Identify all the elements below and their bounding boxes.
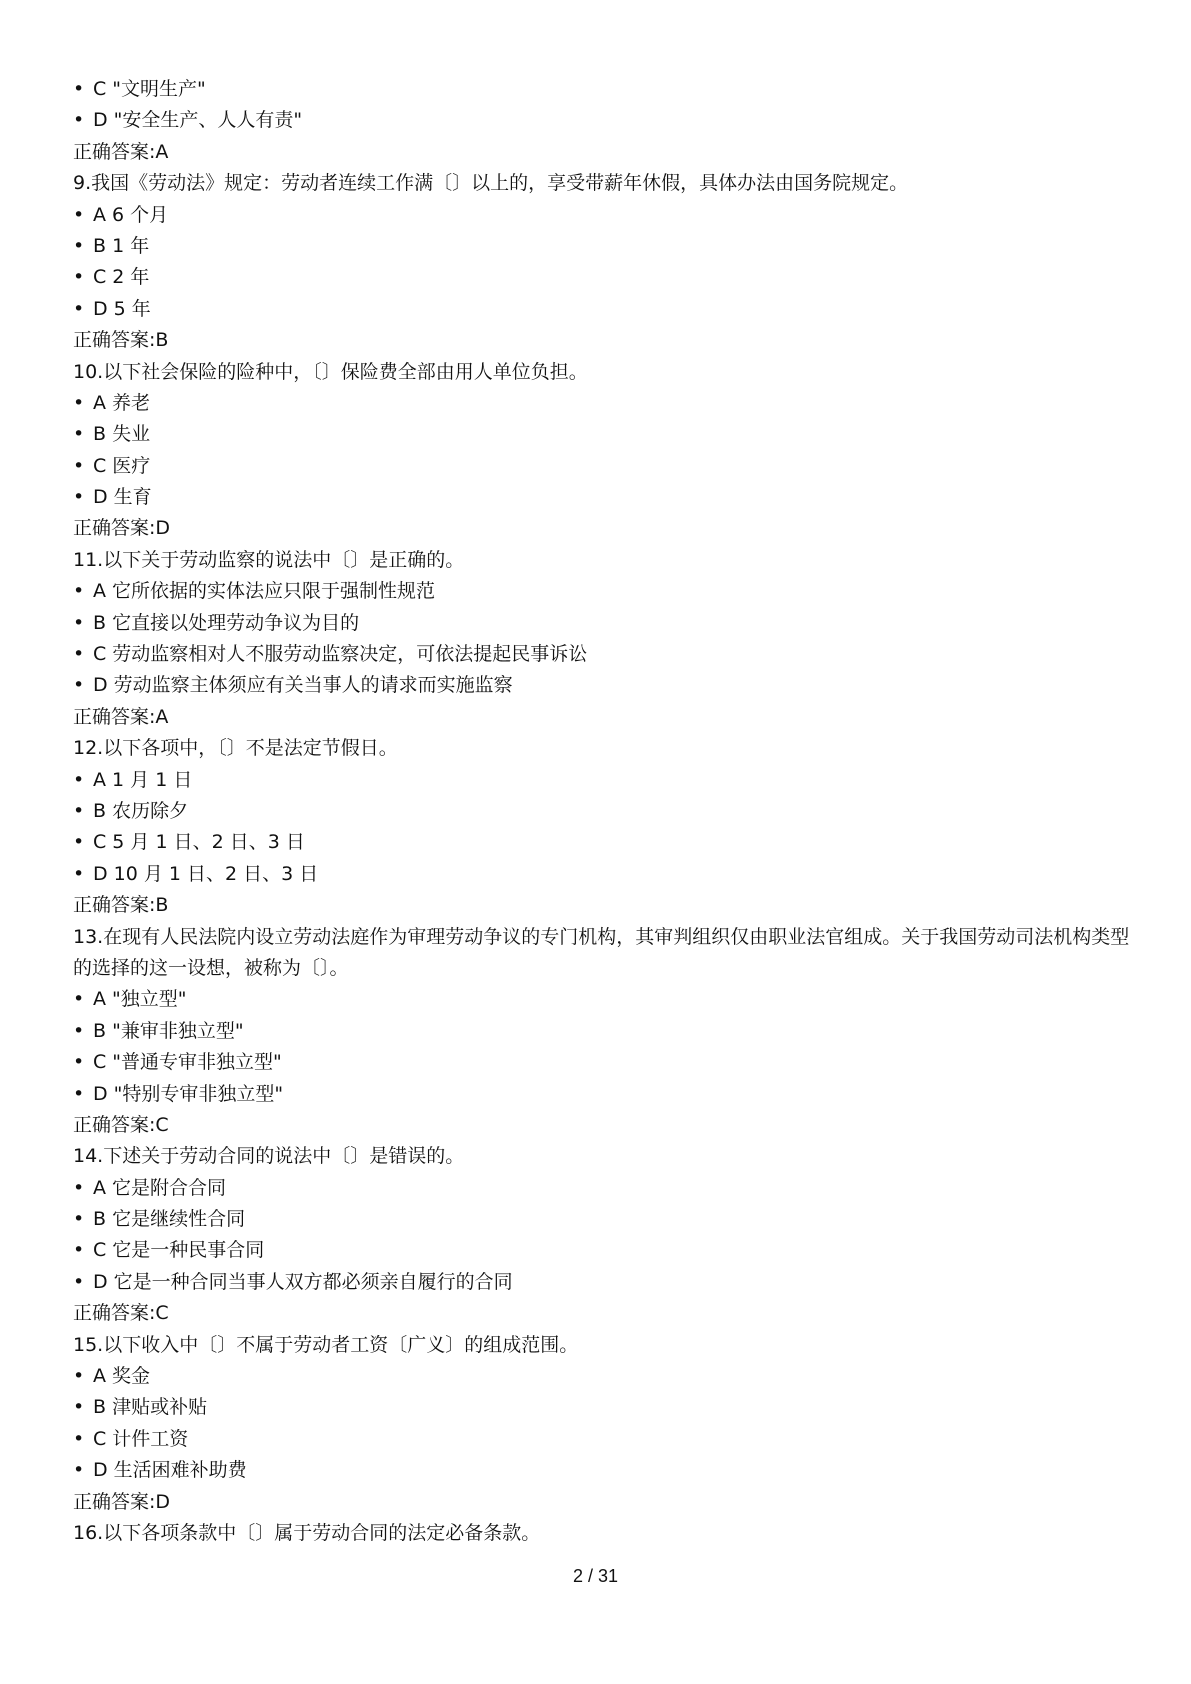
option-item: • A 奖金: [73, 1361, 1133, 1392]
answer-line: 正确答案:A: [73, 140, 169, 163]
option-item: • C "普通专审非独立型": [73, 1047, 1133, 1078]
bullet-icon: •: [73, 109, 85, 132]
option-item: • C 它是一种民事合同: [73, 1235, 1133, 1266]
bullet-icon: •: [73, 988, 85, 1011]
option-item: • D 10 月 1 日、2 日、3 日: [73, 859, 1133, 890]
option-item: • C 5 月 1 日、2 日、3 日: [73, 827, 1133, 858]
bullet-icon: •: [73, 423, 85, 446]
bullet-icon: •: [73, 1176, 85, 1199]
bullet-icon: •: [73, 1270, 85, 1293]
question-text: 10.以下社会保险的险种中，〔〕保险费全部由用人单位负担。: [73, 360, 588, 383]
answer-line: 正确答案:D: [73, 1490, 171, 1513]
option-item: • C 劳动监察相对人不服劳动监察决定，可依法提起民事诉讼: [73, 639, 1133, 670]
bullet-icon: •: [73, 1082, 85, 1105]
bullet-icon: •: [73, 203, 85, 226]
bullet-icon: •: [73, 486, 85, 509]
answer-line: 正确答案:D: [73, 517, 171, 540]
question-text: 16.以下各项条款中〔〕属于劳动合同的法定必备条款。: [73, 1522, 541, 1544]
option-item: • A 1 月 1 日: [73, 765, 1133, 796]
option-item: • B "兼审非独立型": [73, 1016, 1133, 1047]
bullet-icon: •: [73, 862, 85, 885]
question-text: 11.以下关于劳动监察的说法中〔〕是正确的。: [73, 548, 465, 571]
bullet-icon: •: [73, 78, 85, 100]
bullet-icon: •: [73, 1239, 85, 1262]
bullet-icon: •: [73, 454, 85, 477]
option-item: • A 6 个月: [73, 200, 1133, 231]
bullet-icon: •: [73, 1396, 85, 1419]
bullet-icon: •: [73, 1459, 85, 1482]
question-text: 15.以下收入中〔〕不属于劳动者工资〔广义〕的组成范围。: [73, 1333, 579, 1356]
answer-line: 正确答案:C: [73, 1113, 169, 1136]
option-item: • B 津贴或补贴: [73, 1392, 1133, 1423]
bullet-icon: •: [73, 674, 85, 697]
bullet-icon: •: [73, 297, 85, 320]
option-item: • C 医疗: [73, 451, 1133, 482]
bullet-icon: •: [73, 391, 85, 414]
option-item: • D 生育: [73, 482, 1133, 513]
answer-line: 正确答案:C: [73, 1302, 169, 1325]
option-item: • A 它所依据的实体法应只限于强制性规范: [73, 576, 1133, 607]
bullet-icon: •: [73, 1208, 85, 1231]
bullet-icon: •: [73, 799, 85, 822]
option-item: • C 计件工资: [73, 1424, 1133, 1455]
bullet-icon: •: [73, 768, 85, 791]
option-item: • A "独立型": [73, 984, 1133, 1015]
answer-line: 正确答案:B: [73, 329, 169, 352]
option-item: • C "文明生产": [73, 74, 1133, 105]
question-text: 12.以下各项中，〔〕不是法定节假日。: [73, 737, 398, 760]
option-item: • D "安全生产、人人有责": [73, 105, 1133, 136]
option-item: • B 农历除夕: [73, 796, 1133, 827]
answer-line: 正确答案:B: [73, 894, 169, 917]
option-item: • D "特别专审非独立型": [73, 1079, 1133, 1110]
answer-line: 正确答案:A: [73, 705, 169, 728]
question-list: [73, 74, 1133, 1549]
page-number: 2 / 31: [572, 1566, 619, 1586]
question-text: 13.在现有人民法院内设立劳动法庭作为审理劳动争议的专门机构，其审判组织仅由职业法官组成。关于我国劳动司法机构类型的选择的这一设想，被称为〔〕。: [73, 925, 1130, 979]
bullet-icon: •: [73, 266, 85, 289]
bullet-icon: •: [73, 1019, 85, 1042]
option-item: • B 失业: [73, 419, 1133, 450]
bullet-icon: •: [73, 1365, 85, 1388]
option-item: • A 养老: [73, 388, 1133, 419]
question-text: 9.我国《劳动法》规定：劳动者连续工作满〔〕以上的，享受带薪年休假，具体办法由国务院规定。: [73, 172, 909, 195]
bullet-icon: •: [73, 1427, 85, 1450]
option-item: • D 劳动监察主体须应有关当事人的请求而实施监察: [73, 670, 1133, 701]
option-item: • B 它直接以处理劳动争议为目的: [73, 608, 1133, 639]
option-item: • A 它是附合合同: [73, 1173, 1133, 1204]
bullet-icon: •: [73, 611, 85, 634]
option-item: • D 生活困难补助费: [73, 1455, 1133, 1486]
option-item: • B 它是继续性合同: [73, 1204, 1133, 1235]
option-item: • B 1 年: [73, 231, 1133, 262]
bullet-icon: •: [73, 234, 85, 257]
bullet-icon: •: [73, 643, 85, 666]
question-text: 14.下述关于劳动合同的说法中〔〕是错误的。: [73, 1145, 465, 1168]
bullet-icon: •: [73, 831, 85, 854]
option-item: • D 它是一种合同当事人双方都必须亲自履行的合同: [73, 1267, 1133, 1298]
bullet-icon: •: [73, 580, 85, 603]
option-item: • C 2 年: [73, 262, 1133, 293]
bullet-icon: •: [73, 1051, 85, 1074]
option-item: • D 5 年: [73, 294, 1133, 325]
